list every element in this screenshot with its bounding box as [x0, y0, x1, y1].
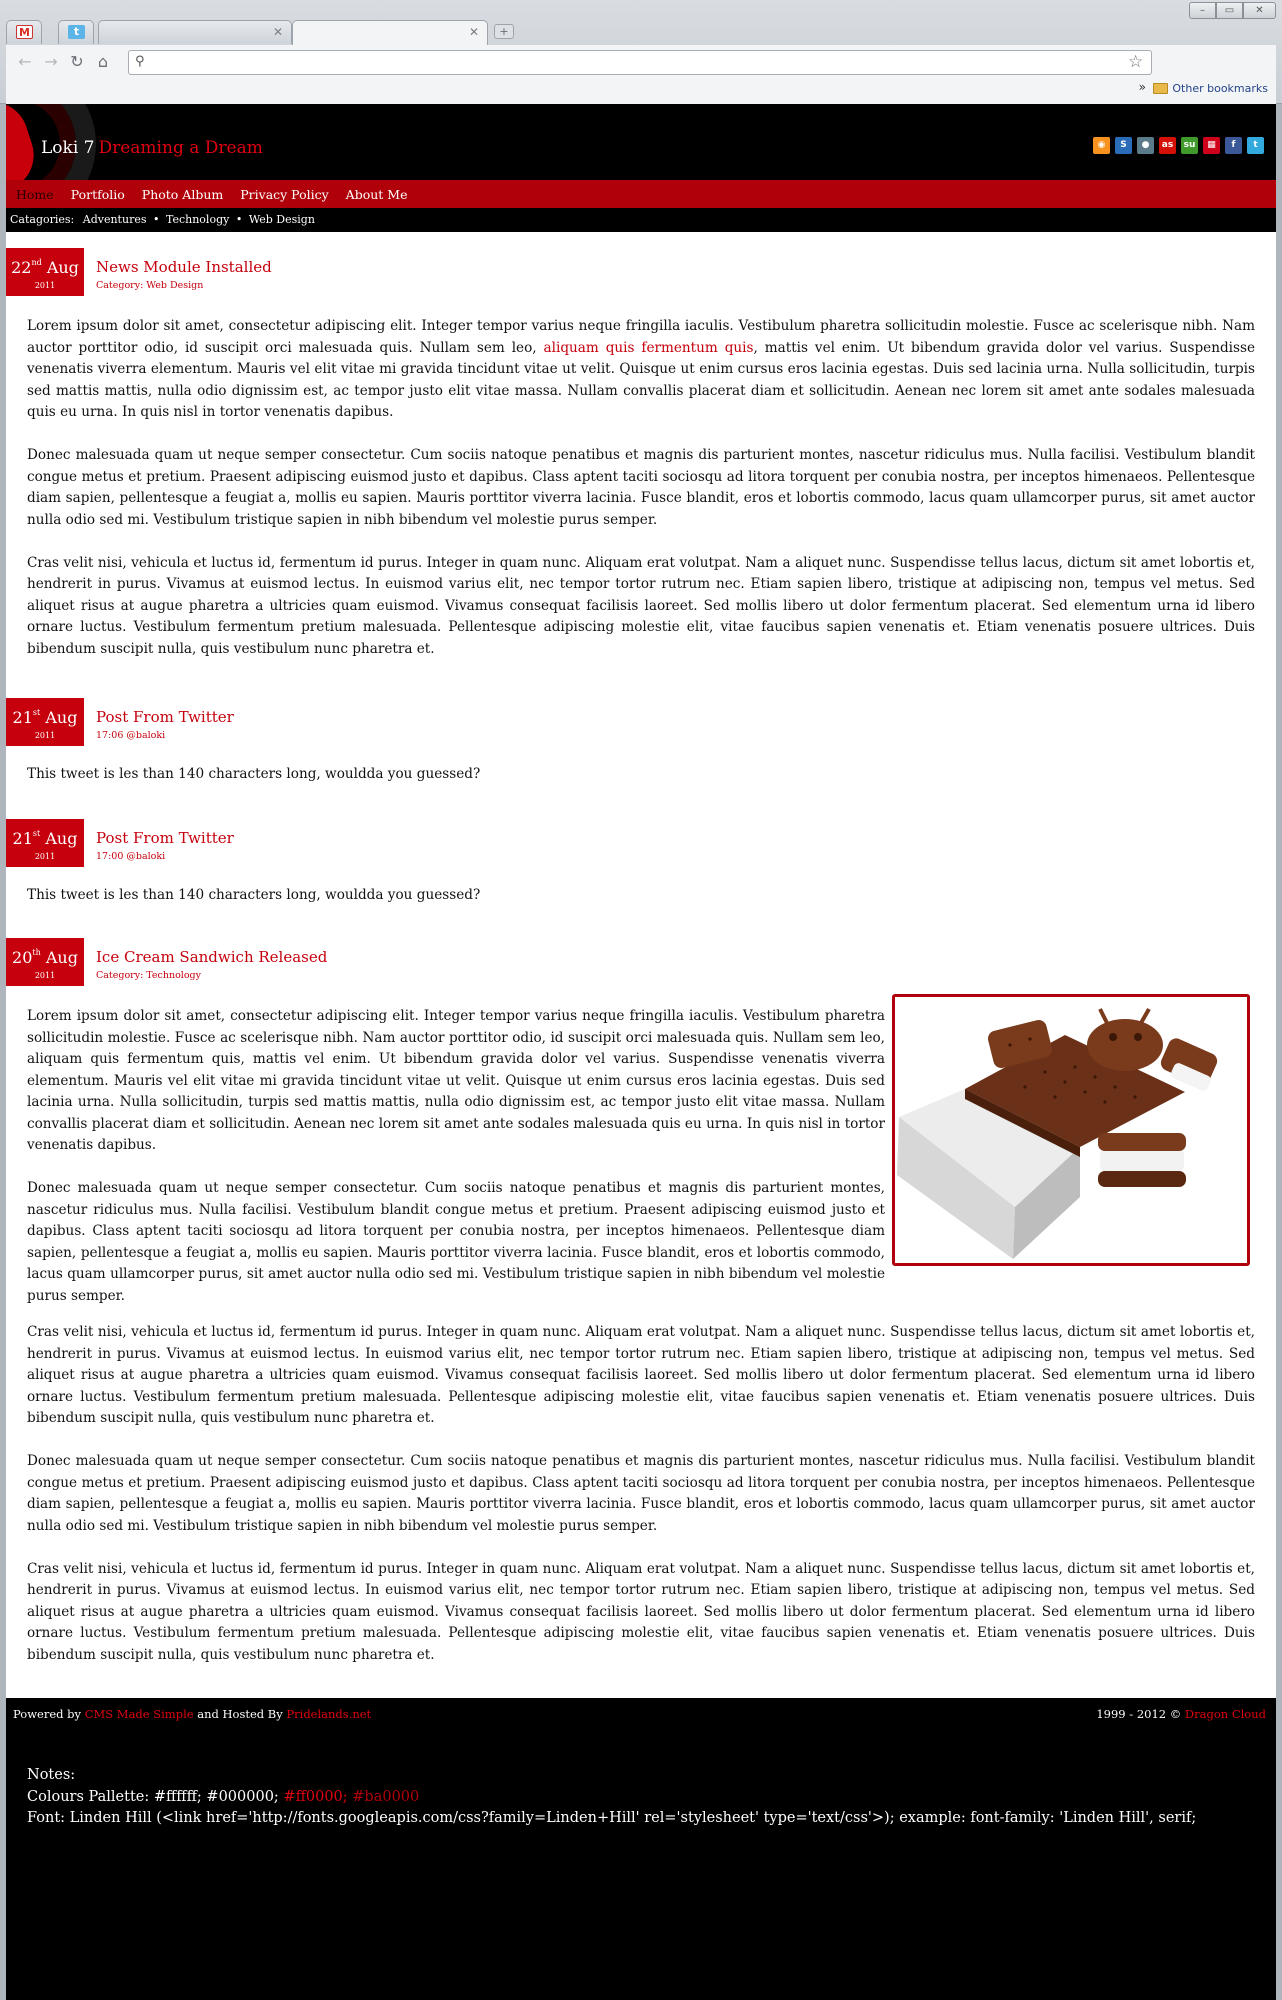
post-body — [27, 1006, 885, 1329]
nav-home[interactable]: Home — [16, 186, 54, 202]
browser-toolbar — [6, 45, 1276, 79]
nav-photo-album[interactable]: Photo Album — [141, 186, 224, 202]
paragraph: Cras velit nisi, vehicula et luctus id, fermentum id purus. Integer in quam nunc. Aliquam erat volutpat. Nam a aliquet nunc. Suspendisse tellus lacus, dictum sit amet lobortis et, hendrerit in purus. Vivamus at euismod lectus. In euismod varius elit, nec tempor tortor rutrum nec. Etiam sapien libero, tristique at adipiscing non, tempus vel metus. Sed aliquet risus at augue pharetra a ultricies quam euismod. Vivamus consequat facilisis laoreet. Sed mollis libero ut dolor fermentum placerat. Sed elementum urna id libero ornare luctus. Vestibulum fermentum pretium malesuada. Pellentesque adipiscing molestie elit, vitae faucibus sapien venenatis et. Etiam venenatis posuere ultrices. Duis bibendum suscipit nulla, quis vestibulum nunc pharetra et. — [27, 1560, 1255, 1663]
post-body — [27, 1322, 1255, 1688]
new-tab-button[interactable]: + — [494, 24, 514, 39]
close-window-button[interactable]: ✕ — [1243, 2, 1276, 19]
site-title[interactable] — [41, 138, 263, 158]
forward-arrow-icon[interactable]: → — [44, 52, 58, 71]
back-arrow-icon[interactable]: ← — [18, 52, 32, 71]
window-controls — [1189, 2, 1276, 19]
palette-line: Colours Pallette: #ffffff; #000000; #ff0000; #ba0000 — [27, 1788, 420, 1805]
post-category[interactable]: Category: Technology — [96, 970, 202, 981]
post-body — [27, 316, 1255, 682]
twitter-icon[interactable]: t — [1247, 137, 1264, 154]
bookmarks-overflow-chevron[interactable]: » — [1138, 80, 1146, 94]
tab-strip — [0, 0, 1282, 42]
date-badge: 22nd Aug 2011 — [6, 248, 84, 296]
main-nav — [6, 180, 1276, 208]
reload-icon[interactable]: ↻ — [70, 52, 84, 71]
delicious-icon[interactable]: ▦ — [1203, 137, 1220, 154]
stumbleupon-icon[interactable]: su — [1181, 137, 1198, 154]
font-note: Font: Linden Hill (<link href='http://fonts.googleapis.com/css?family=Linden+Hill' rel='stylesheet' type='text/css'>); example: font-family: 'Linden Hill', serif; — [27, 1810, 1197, 1826]
category-label: Catagories: — [10, 213, 75, 226]
home-icon[interactable]: ⌂ — [97, 52, 109, 71]
notes-title: Notes: — [27, 1767, 76, 1783]
paragraph: Donec malesuada quam ut neque semper consectetur. Cum sociis natoque penatibus et magnis dis parturient montes, nascetur ridiculus mus. Nulla facilisi. Vestibulum blandit congue metus et pretium. Praesent adipiscing euismod justo et dapibus. Class aptent taciti sociosqu ad litora torquent per conubia nostra, per inceptos himenaeos. Pellentesque diam sapien, pellentesque a feugiat a, mollis eu sapien. Mauris porttitor viverra lacinia. Fusce blandit, eros et lobortis commodo, lacus quam ullamcorper purus, sit amet auctor nulla odio sed mi. Vestibulum tristique sapien in nibh bibendum vel molestie purus semper. — [27, 447, 1255, 528]
nav-about-me[interactable]: About Me — [345, 186, 408, 202]
category-bar: Catagories: Adventures • Technology • Web Design — [6, 208, 1276, 232]
gmail-icon: M — [16, 25, 33, 39]
date-badge: 21st Aug 2011 — [6, 698, 84, 746]
tweet-text: This tweet is les than 140 characters long, wouldda you guessed? — [27, 887, 481, 903]
bookmark-star-icon[interactable]: ☆ — [1128, 52, 1144, 72]
date-badge: 20th Aug 2011 — [6, 938, 84, 986]
paragraph: Lorem ipsum dolor sit amet, consectetur adipiscing elit. Integer tempor varius neque fringilla iaculis. Vestibulum pharetra sollicitudin molestie. Fusce ac scelerisque nibh. Nam auctor porttitor odio, id suscipit orci malesuada quis. Nullam sem leo, aliquam quis fermentum quis, mattis vel enim. Ut bibendum gravida dolor vel varius. Suspendisse venenatis viverra elementum. Mauris vel elit vitae mi gravida tincidunt vitae ut velit. Quisque ut enim cursus eros lacinia egestas. Duis sed lacinia urna. Nulla sollicitudin, turpis sed mattis mattis, nulla odio dignissim est, ac tempor justo elit vitae massa. Nullam convallis placerat diam et sollicitudin. Aenean nec lorem sit amet ante sodales malesuada quis eu urna. In quis nisl in tortor venenatis dapibus. — [27, 318, 1255, 420]
close-tab-icon[interactable]: ✕ — [468, 25, 479, 39]
design-notes — [27, 1765, 1196, 1830]
minimize-button[interactable]: – — [1189, 2, 1216, 19]
tab-blank[interactable] — [98, 20, 292, 44]
post-title[interactable]: News Module Installed — [96, 258, 272, 276]
post-meta[interactable]: 17:06 @baloki — [96, 730, 166, 741]
site-header — [6, 104, 1276, 180]
inline-link[interactable]: aliquam quis fermentum quis — [543, 339, 754, 356]
tab-gmail[interactable] — [6, 20, 42, 44]
paragraph: Lorem ipsum dolor sit amet, consectetur adipiscing elit. Integer tempor varius neque fringilla iaculis. Vestibulum pharetra sollicitudin molestie. Fusce ac scelerisque nibh. Nam auctor porttitor odio, id suscipit orci malesuada quis. Nullam sem leo, aliquam quis fermentum quis, mattis vel enim. Ut bibendum gravida dolor vel varius. Suspendisse venenatis viverra elementum. Mauris vel elit vitae mi gravida tincidunt vitae ut velit. Quisque ut enim cursus eros lacinia egestas. Duis sed lacinia urna. Nulla sollicitudin, turpis sed mattis mattis, nulla odio dignissim est, ac tempor justo elit vitae massa. Nullam convallis placerat diam et sollicitudin. Aenean nec lorem sit amet ante sodales malesuada quis eu urna. In quis nisl in tortor venenatis dapibus. — [27, 1008, 885, 1153]
flickr-icon[interactable]: ● — [1137, 137, 1154, 154]
browser-chrome — [0, 0, 1282, 104]
host-link[interactable]: Pridelands.net — [286, 1707, 372, 1721]
search-icon: ⚲ — [135, 54, 145, 69]
nav-portfolio[interactable]: Portfolio — [70, 186, 125, 202]
tab-twitter[interactable] — [58, 20, 94, 44]
maximize-button[interactable]: ▭ — [1216, 2, 1243, 19]
date-badge: 21st Aug 2011 — [6, 819, 84, 867]
tab-current[interactable] — [292, 20, 488, 45]
social-icons — [1093, 137, 1264, 154]
category-technology[interactable]: Technology — [165, 213, 230, 226]
facebook-icon[interactable]: f — [1225, 137, 1242, 154]
site-tagline: Dreaming a Dream — [98, 138, 263, 158]
twitter-icon: t — [68, 25, 85, 39]
category-web-design[interactable]: Web Design — [248, 213, 315, 226]
cms-link[interactable]: CMS Made Simple — [84, 1707, 194, 1721]
folder-icon — [1153, 83, 1168, 94]
bookmarks-bar — [6, 79, 1276, 104]
paragraph: Cras velit nisi, vehicula et luctus id, fermentum id purus. Integer in quam nunc. Aliquam erat volutpat. Nam a aliquet nunc. Suspendisse tellus lacus, dictum sit amet lobortis et, hendrerit in purus. Vivamus at euismod lectus. In euismod varius elit, nec tempor tortor rutrum nec. Etiam sapien libero, tristique at adipiscing non, tempus vel metus. Sed aliquet risus at augue pharetra a ultricies quam euismod. Vivamus consequat facilisis laoreet. Sed mollis libero ut dolor fermentum placerat. Sed elementum urna id libero ornare luctus. Vestibulum fermentum pretium malesuada. Pellentesque adipiscing molestie elit, vitae faucibus sapien venenatis et. Etiam venenatis posuere ultrices. Duis bibendum suscipit nulla, quis vestibulum nunc pharetra et. — [27, 1324, 1255, 1426]
post-title[interactable]: Post From Twitter — [96, 829, 234, 847]
category-adventures[interactable]: Adventures — [82, 213, 147, 226]
nav-privacy-policy[interactable]: Privacy Policy — [240, 186, 329, 202]
paragraph: Cras velit nisi, vehicula et luctus id, fermentum id purus. Integer in quam nunc. Aliquam erat volutpat. Nam a aliquet nunc. Suspendisse tellus lacus, dictum sit amet lobortis et, hendrerit in purus. Vivamus at euismod lectus. In euismod varius elit, nec tempor tortor rutrum nec. Etiam sapien libero, tristique at adipiscing non, tempus vel metus. Sed aliquet risus at augue pharetra a ultricies quam euismod. Vivamus consequat facilisis laoreet. Sed mollis libero ut dolor fermentum placerat. Sed elementum urna id libero ornare luctus. Vestibulum fermentum pretium malesuada. Pellentesque adipiscing molestie elit, vitae faucibus sapien venenatis et. Etiam venenatis posuere ultrices. Duis bibendum suscipit nulla, quis vestibulum nunc pharetra et. — [27, 554, 1255, 657]
post-category[interactable]: Category: Web Design — [96, 280, 204, 291]
web-page — [6, 104, 1276, 2000]
close-tab-icon[interactable]: ✕ — [272, 25, 283, 39]
footer-copyright: 1999 - 2012 © Dragon Cloud — [1096, 1707, 1266, 1721]
skype-icon[interactable]: S — [1115, 137, 1132, 154]
site-footer — [6, 1698, 1276, 2000]
lastfm-icon[interactable]: as — [1159, 137, 1176, 154]
other-bookmarks-folder[interactable]: Other bookmarks — [1153, 82, 1268, 95]
post-title[interactable]: Post From Twitter — [96, 708, 234, 726]
post-title[interactable]: Ice Cream Sandwich Released — [96, 948, 328, 966]
tweet-text: This tweet is les than 140 characters long, wouldda you guessed? — [27, 766, 481, 782]
owner-link[interactable]: Dragon Cloud — [1184, 1707, 1266, 1721]
post-meta[interactable]: 17:00 @baloki — [96, 851, 166, 862]
rss-icon[interactable]: ◉ — [1093, 137, 1110, 154]
site-name[interactable]: Loki 7 — [41, 138, 95, 158]
paragraph: Donec malesuada quam ut neque semper consectetur. Cum sociis natoque penatibus et magnis dis parturient montes, nascetur ridiculus mus. Nulla facilisi. Vestibulum blandit congue metus et pretium. Praesent adipiscing euismod justo et dapibus. Class aptent taciti sociosqu ad litora torquent per conubia nostra, per inceptos himenaeos. Pellentesque diam sapien, pellentesque a feugiat a, mollis eu sapien. Mauris porttitor viverra lacinia. Fusce blandit, eros et lobortis commodo, lacus quam ullamcorper purus, sit amet auctor nulla odio sed mi. Vestibulum tristique sapien in nibh bibendum vel molestie purus semper. — [27, 1180, 885, 1304]
footer-credits: Powered by CMS Made Simple and Hosted By Pridelands.net — [13, 1707, 372, 1721]
android-ice-cream-sandwich-image[interactable] — [892, 994, 1250, 1266]
address-bar[interactable] — [128, 50, 1152, 75]
ice-cream-sandwich-illustration — [895, 997, 1247, 1263]
paragraph: Donec malesuada quam ut neque semper consectetur. Cum sociis natoque penatibus et magnis dis parturient montes, nascetur ridiculus mus. Nulla facilisi. Vestibulum blandit congue metus et pretium. Praesent adipiscing euismod justo et dapibus. Class aptent taciti sociosqu ad litora torquent per conubia nostra, per inceptos himenaeos. Pellentesque diam sapien, pellentesque a feugiat a, mollis eu sapien. Mauris porttitor viverra lacinia. Fusce blandit, eros et lobortis commodo, lacus quam ullamcorper purus, sit amet auctor nulla odio sed mi. Vestibulum tristique sapien in nibh bibendum vel molestie purus semper. — [27, 1453, 1255, 1534]
